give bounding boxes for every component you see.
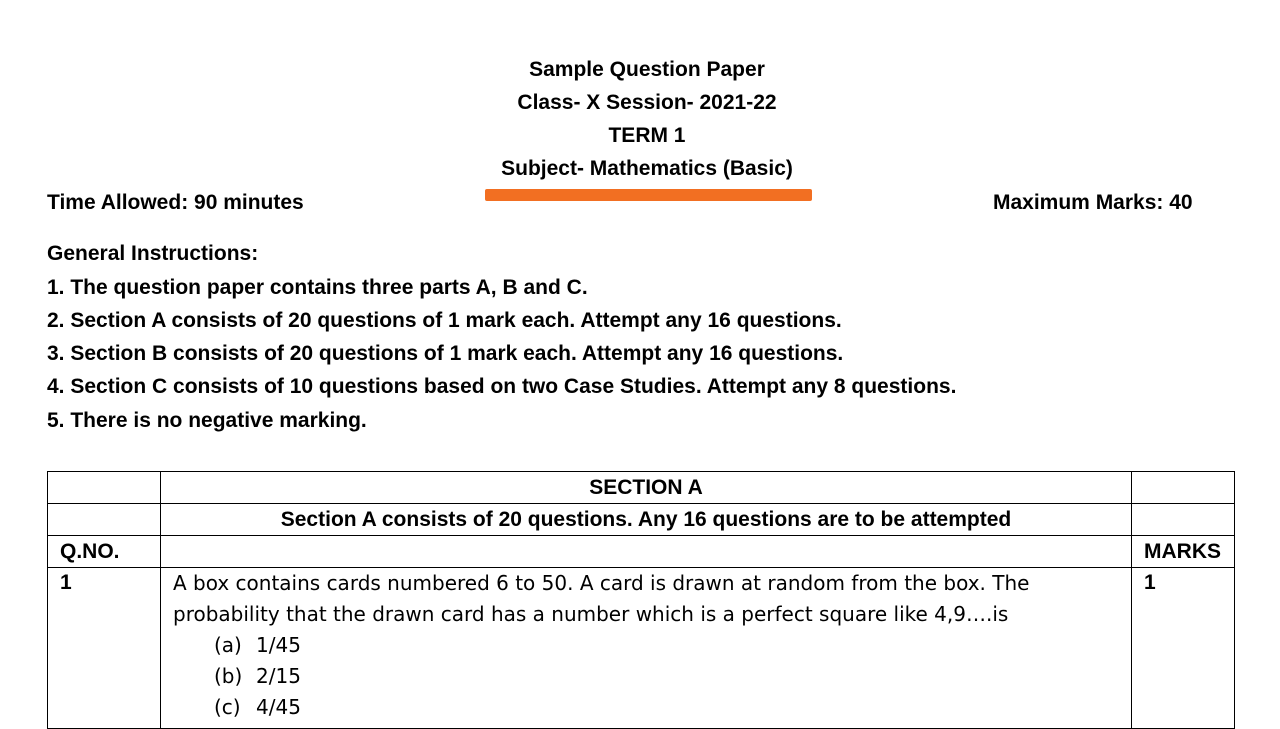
option-value: 2/15: [256, 664, 301, 688]
instruction-item: 1. The question paper contains three parts A, B and C.: [47, 276, 588, 299]
empty-cell: [161, 536, 1132, 568]
maximum-marks: Maximum Marks: 40: [993, 191, 1193, 214]
option-value: 4/45: [256, 695, 301, 719]
empty-cell: [1132, 472, 1235, 504]
table-row: [48, 568, 1235, 729]
class-session: Class- X Session- 2021-22: [517, 91, 777, 114]
column-header-marks: MARKS: [1132, 536, 1235, 568]
table-header-row: [48, 536, 1235, 568]
option-value: 1/45: [256, 633, 301, 657]
question-table: [47, 471, 1235, 729]
section-title: SECTION A: [161, 472, 1132, 504]
option-letter: (a): [214, 633, 242, 657]
option-item: [214, 692, 1119, 723]
section-note: Section A consists of 20 questions. Any 16 questions are to be attempted: [161, 504, 1132, 536]
option-letter: (c): [214, 695, 241, 719]
instructions-heading: General Instructions:: [47, 242, 259, 265]
term-label: TERM 1: [608, 124, 686, 147]
option-letter: (b): [214, 664, 243, 688]
question-text: A box contains cards numbered 6 to 50. A card is drawn at random from the box. The probability that the drawn card has a number which is a perfect square like 4,9….is: [173, 571, 1030, 626]
question-cell: [161, 568, 1132, 729]
subject-label: Subject- Mathematics (Basic): [501, 157, 793, 180]
empty-cell: [48, 504, 161, 536]
option-list: [173, 630, 1119, 723]
table-row: [48, 472, 1235, 504]
column-header-qno: Q.NO.: [48, 536, 161, 568]
empty-cell: [1132, 504, 1235, 536]
option-item: [214, 661, 1119, 692]
empty-cell: [48, 472, 161, 504]
table-row: [48, 504, 1235, 536]
time-allowed: Time Allowed: 90 minutes: [47, 191, 304, 214]
subject-highlight-underline: [485, 189, 812, 201]
question-number: 1: [48, 568, 161, 729]
option-item: [214, 630, 1119, 661]
instruction-item: 4. Section C consists of 10 questions based on two Case Studies. Attempt any 8 questions.: [47, 375, 957, 398]
instruction-item: 5. There is no negative marking.: [47, 409, 367, 432]
question-marks: 1: [1132, 568, 1235, 729]
instruction-item: 2. Section A consists of 20 questions of 1 mark each. Attempt any 16 questions.: [47, 309, 842, 332]
paper-title: Sample Question Paper: [529, 58, 765, 81]
instruction-item: 3. Section B consists of 20 questions of 1 mark each. Attempt any 16 questions.: [47, 342, 844, 365]
